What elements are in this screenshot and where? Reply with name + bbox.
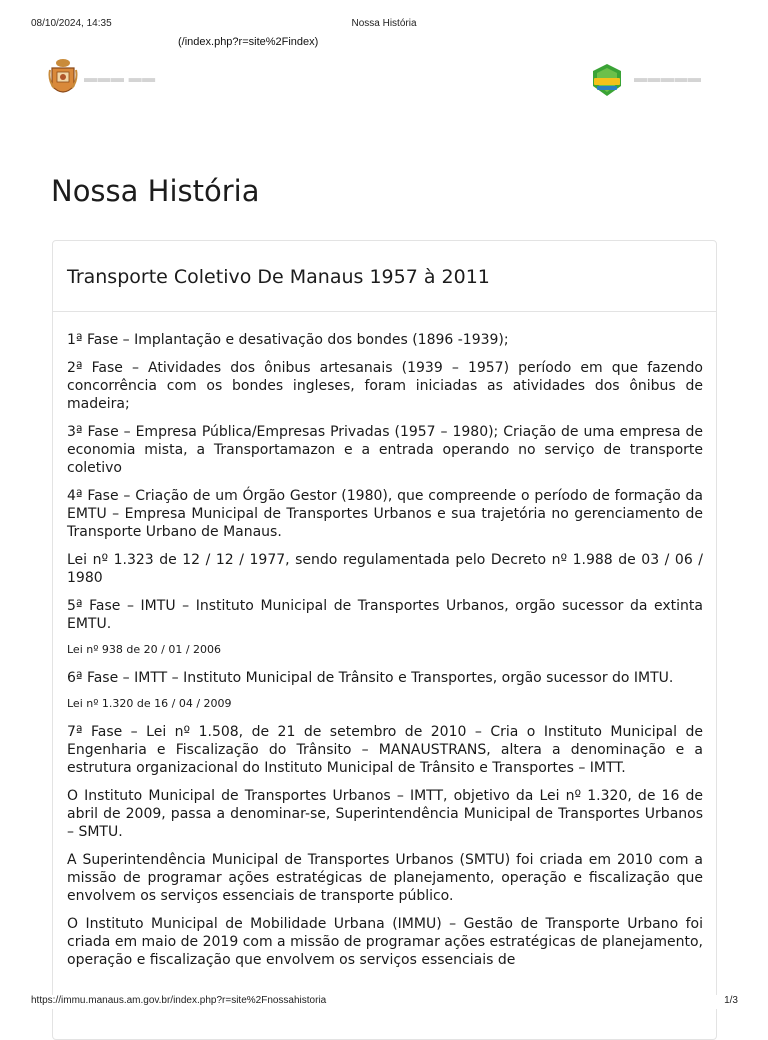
history-paragraph: 2ª Fase – Atividades dos ônibus artesanais (1939 – 1957) período em que fazendo concorrência com os bondes ingleses, foram iniciadas as atividades dos ônibus de madeira; bbox=[67, 360, 703, 412]
history-paragraph: 6ª Fase – IMTT – Instituto Municipal de Trânsito e Transportes, orgão sucessor do IMTU. bbox=[67, 670, 674, 686]
card-header bbox=[53, 241, 716, 312]
history-paragraph: O Instituto Municipal de Mobilidade Urbana (IMMU) – Gestão de Transporte Urbano foi criada em maio de 2019 com a missão de programar ações estratégicas de planejamento, operação e fiscalização que envolvem os serviços essenciais de bbox=[67, 916, 703, 968]
history-card bbox=[52, 240, 717, 1040]
history-paragraph: 1ª Fase – Implantação e desativação dos bondes (1896 -1939); bbox=[67, 332, 509, 348]
card-title: Transporte Coletivo De Manaus 1957 à 2011 bbox=[67, 266, 490, 288]
green-badge-logo-icon[interactable] bbox=[588, 62, 626, 98]
history-paragraph: 7ª Fase – Lei nº 1.508, de 21 de setembro de 2010 – Cria o Instituto Municipal de Engenharia e Fiscalização do Trânsito – MANAUSTRANS, altera a denominação e a estrutura organizacional do Instituto Municipal de Trânsito e Transportes – IMTT. bbox=[67, 724, 703, 776]
right-logo-wordmark: ▬▬▬▬▬ bbox=[634, 70, 702, 85]
history-paragraph: A Superintendência Municipal de Transportes Urbanos (SMTU) foi criada em 2010 com a missão de programar ações estratégicas de planejamento, operação e fiscalização que envolvem os serviços essenciais de transporte público. bbox=[67, 852, 703, 904]
law-reference-text: Lei nº 1.320 de 16 / 04 / 2009 bbox=[67, 697, 232, 710]
history-paragraph: Lei nº 1.323 de 12 / 12 / 1977, sendo regulamentada pelo Decreto nº 1.988 de 03 / 06 / 1980 bbox=[67, 552, 703, 586]
page-title: Nossa História bbox=[51, 174, 260, 208]
home-link[interactable]: (/index.php?r=site%2Findex) bbox=[178, 36, 319, 48]
page-counter: 1/3 bbox=[724, 995, 738, 1006]
history-paragraph: O Instituto Municipal de Transportes Urbanos – IMTT, objetivo da Lei nº 1.320, de 16 de abril de 2009, passa a denominar-se, Superintendência Municipal de Transportes Urbanos – SMTU. bbox=[67, 788, 703, 840]
print-doc-title: Nossa História bbox=[351, 18, 417, 29]
history-paragraph: 4ª Fase – Criação de um Órgão Gestor (1980), que compreende o período de formação da EMTU – Empresa Municipal de Transportes Urbanos e sua trajetória no gerenciamento de Transporte Urbano de Manaus. bbox=[67, 488, 703, 540]
history-paragraph: 3ª Fase – Empresa Pública/Empresas Privadas (1957 – 1980); Criação de uma empresa de economia mista, a Transportamazon e a entrada operando no serviço de transporte coletivo bbox=[67, 424, 703, 476]
print-header bbox=[0, 18, 768, 32]
coat-of-arms-icon[interactable] bbox=[48, 58, 78, 100]
left-logo-wordmark: ▬▬▬ ▬▬ bbox=[84, 70, 156, 85]
print-datetime: 08/10/2024, 14:35 bbox=[31, 18, 112, 29]
law-reference-text: Lei nº 938 de 20 / 01 / 2006 bbox=[67, 643, 222, 656]
print-footer bbox=[0, 995, 768, 1009]
print-url: https://immu.manaus.am.gov.br/index.php?r=site%2Fnossahistoria bbox=[31, 995, 327, 1006]
history-paragraph: 5ª Fase – IMTU – Instituto Municipal de Transportes Urbanos, orgão sucessor da extinta EMTU. bbox=[67, 598, 703, 632]
card-body bbox=[67, 331, 703, 979]
